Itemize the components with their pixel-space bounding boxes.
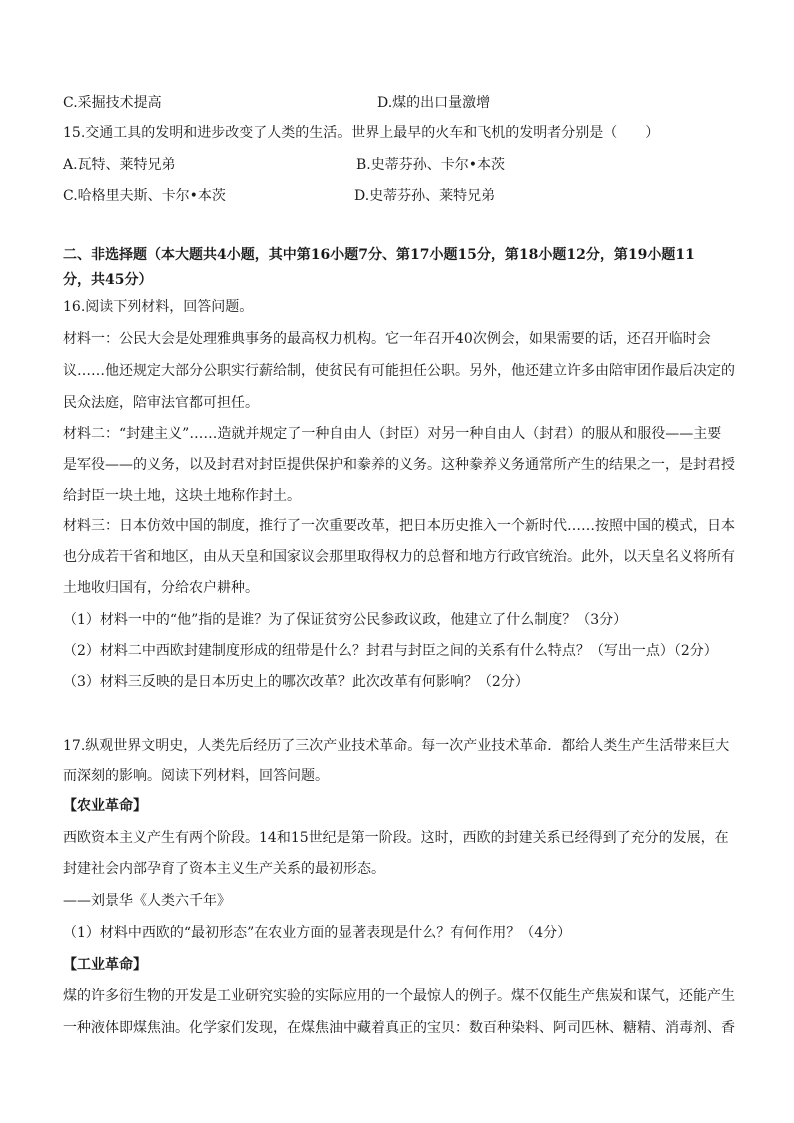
section-2-heading-line-2: 分，共45分） xyxy=(63,272,153,288)
q16-material-2-line-2: 是军役——的义务，以及封君对封臣提供保护和豢养的义务。这种豢养义务通常所产生的结果之一，是封君授 xyxy=(63,457,735,473)
q15-option-a: A.瓦特、莱特兄弟 xyxy=(63,157,176,173)
q14-option-c: C.采掘技术提高 xyxy=(63,95,162,111)
q15-options-row-1 xyxy=(63,156,736,174)
q17-subquestion-1: （1）材料中西欧的“最初形态”在农业方面的显著表现是什么？有何作用？（4分） xyxy=(63,925,572,941)
q16-material-1-line-2: 议……他还规定大部分公职实行薪给制，使贫民有可能担任公职。另外，他还建立许多由陪审团作最后决定的 xyxy=(63,363,735,379)
q16-subquestion-2: （2）材料二中西欧封建制度形成的纽带是什么？封君与封臣之间的关系有什么特点？（写出一点）（2分） xyxy=(63,643,718,659)
q17-industry-line-1: 煤的许多衍生物的开发是工业研究实验的实际应用的一个最惊人的例子。煤不仅能生产焦炭和谋气，还能产生 xyxy=(63,988,735,1004)
q16-material-1-line-1: 材料一：公民大会是处理雅典事务的最高权力机构。它一年召开40次例会，如果需要的话，还召开临时会 xyxy=(63,331,711,347)
q17-industry-line-2: 一种液体即煤焦油。化学家们发现，在煤焦油中藏着真正的宝贝：数百种染料、阿司匹林、糖精、消毒剂、香 xyxy=(63,1020,735,1036)
q17-agriculture-heading: 【农业革命】 xyxy=(63,798,147,814)
q15-options-row-2 xyxy=(63,187,736,205)
q17-intro-line-2: 而深刻的影响。阅读下列材料，回答问题。 xyxy=(63,768,329,784)
q16-material-3-line-3: 土地收归国有，分给农户耕种。 xyxy=(63,580,259,596)
q16-material-3-line-2: 也分成若干省和地区，由从天皇和国家议会那里取得权力的总督和地方行政官统治。此外，以天皇名义将所有 xyxy=(63,549,735,565)
q16-material-1-line-3: 民众法庭，陪审法官都可担任。 xyxy=(63,395,259,411)
section-2-heading-line-1: 二、非选择题（本大题共4小题，其中第16小题7分、第17小题15分，第18小题12分，第19小题11 xyxy=(63,247,695,263)
q15-option-d: D.史蒂芬孙、莱特兄弟 xyxy=(354,188,496,204)
q14-option-d: D.煤的出口量激增 xyxy=(377,95,491,111)
q16-subquestion-3: （3）材料三反映的是日本历史上的哪次改革？此次改革有何影响？（2分） xyxy=(63,674,529,690)
q16-subquestion-1: （1）材料一中的“他”指的是谁？为了保证贫穷公民参政议政，他建立了什么制度？（3分） xyxy=(63,612,628,628)
q17-intro-line-1: 17.纵观世界文明史，人类先后经历了三次产业技术革命。每一次产业技术革命．都给人类生产生活带来巨大 xyxy=(63,738,730,754)
q16-material-3-line-1: 材料三：日本仿效中国的制度，推行了一次重要改革，把日本历史推入一个新时代……按照中国的模式，日本 xyxy=(63,518,735,534)
q14-options-row xyxy=(63,94,736,112)
q15-option-c: C.哈格里夫斯、卡尔•本茨 xyxy=(63,188,226,204)
q17-agriculture-line-1: 西欧资本主义产生有两个阶段。14和15世纪是第一阶段。这时，西欧的封建关系已经得到了充分的发展，在 xyxy=(63,830,729,846)
q17-agriculture-source: ——刘景华《人类六千年》 xyxy=(63,893,231,909)
q16-material-2-line-1: 材料二：“封建主义”……造就并规定了一种自由人（封臣）对另一种自由人（封君）的服从和服役——主要 xyxy=(63,426,722,442)
q17-industry-heading: 【工业革命】 xyxy=(63,957,147,973)
q17-agriculture-line-2: 封建社会内部孕育了资本主义生产关系的最初形态。 xyxy=(63,861,385,877)
q15-option-b: B.史蒂芬孙、卡尔•本茨 xyxy=(356,157,505,173)
q15-stem: 15.交通工具的发明和进步改变了人类的生活。世界上最早的火车和飞机的发明者分别是（ ） xyxy=(63,125,660,141)
q16-intro: 16.阅读下列材料，回答问题。 xyxy=(63,299,254,315)
q16-material-2-line-3: 给封臣一块土地，这块土地称作封土。 xyxy=(63,488,301,504)
